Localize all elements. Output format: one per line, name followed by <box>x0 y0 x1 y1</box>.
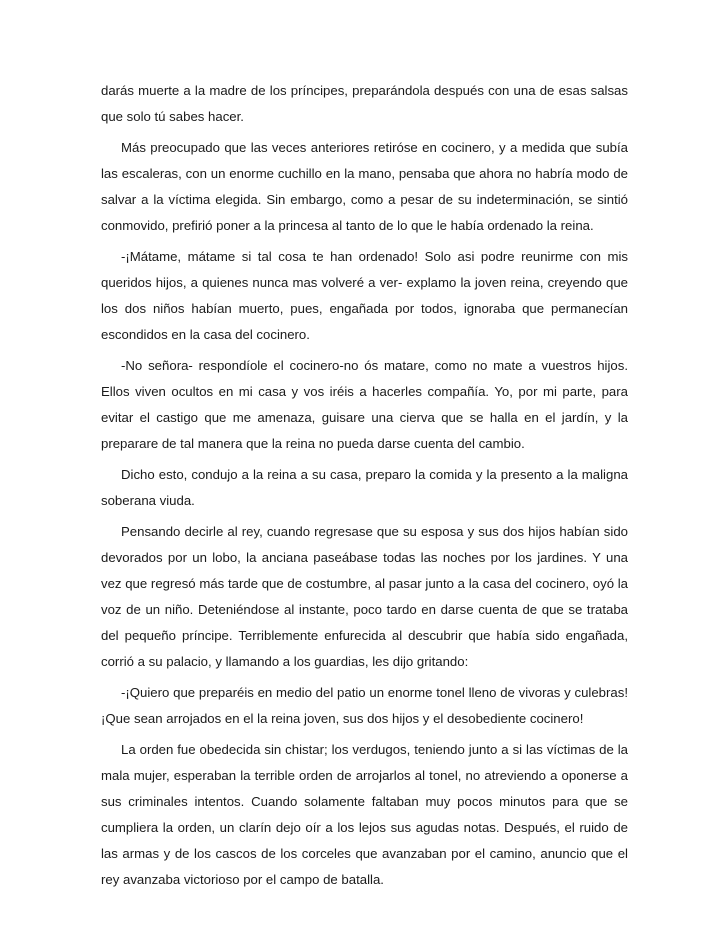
paragraph-8: La orden fue obedecida sin chistar; los verdugos, teniendo junto a si las víctimas de la mala mujer, esperaban la terrible orden de arrojarlos al tonel, no atreviendo a oponerse a sus criminales intentos. Cuando solamente faltaban muy pocos minutos para que se cumpliera la orden, un clarín dejo oír a los lejos sus agudas notas. Después, el ruido de las armas y de los cascos de los corceles que avanzaban por el camino, anuncio que el rey avanzaba victorioso por el campo de batalla. <box>101 742 628 887</box>
document-body <box>101 78 628 898</box>
paragraph-3: -¡Mátame, mátame si tal cosa te han ordenado! Solo asi podre reunirme con mis queridos hijos, a quienes nunca mas volveré a ver- explamo la joven reina, creyendo que los dos niños habían muerto, pues, engañada por todos, ignoraba que permanecían escondidos en la casa del cocinero. <box>101 249 628 342</box>
paragraph-1: darás muerte a la madre de los príncipes, preparándola después con una de esas salsas que solo tú sabes hacer. <box>101 83 628 124</box>
paragraph-5: Dicho esto, condujo a la reina a su casa, preparo la comida y la presento a la maligna soberana viuda. <box>101 467 628 508</box>
paragraph-2: Más preocupado que las veces anteriores retiróse en cocinero, y a medida que subía las escaleras, con un enorme cuchillo en la mano, pensaba que ahora no habría modo de salvar a la víctima elegida. Sin embargo, como a pesar de su indeterminación, se sintió conmovido, prefirió poner a la princesa al tanto de lo que le había ordenado la reina. <box>101 140 628 233</box>
paragraph-6: Pensando decirle al rey, cuando regresase que su esposa y sus dos hijos habían sido devorados por un lobo, la anciana paseábase todas las noches por los jardines. Y una vez que regresó más tarde que de costumbre, al pasar junto a la casa del cocinero, oyó la voz de un niño. Deteniéndose al instante, poco tardo en darse cuenta de que se trataba del pequeño príncipe. Terriblemente enfurecida al descubrir que había sido engañada, corrió a su palacio, y llamando a los guardias, les dijo gritando: <box>101 524 628 669</box>
paragraph-4: -No señora- respondíole el cocinero-no ós matare, como no mate a vuestros hijos. Ellos viven ocultos en mi casa y vos iréis a hacerles compañía. Yo, por mi parte, para evitar el castigo que me amenaza, guisare una cierva que se halla en el jardín, y la preparare de tal manera que la reina no pueda darse cuenta del cambio. <box>101 358 628 451</box>
paragraph-7: -¡Quiero que preparéis en medio del patio un enorme tonel lleno de vivoras y culebras! ¡Que sean arrojados en el la reina joven, sus dos hijos y el desobediente cocinero! <box>101 685 628 726</box>
